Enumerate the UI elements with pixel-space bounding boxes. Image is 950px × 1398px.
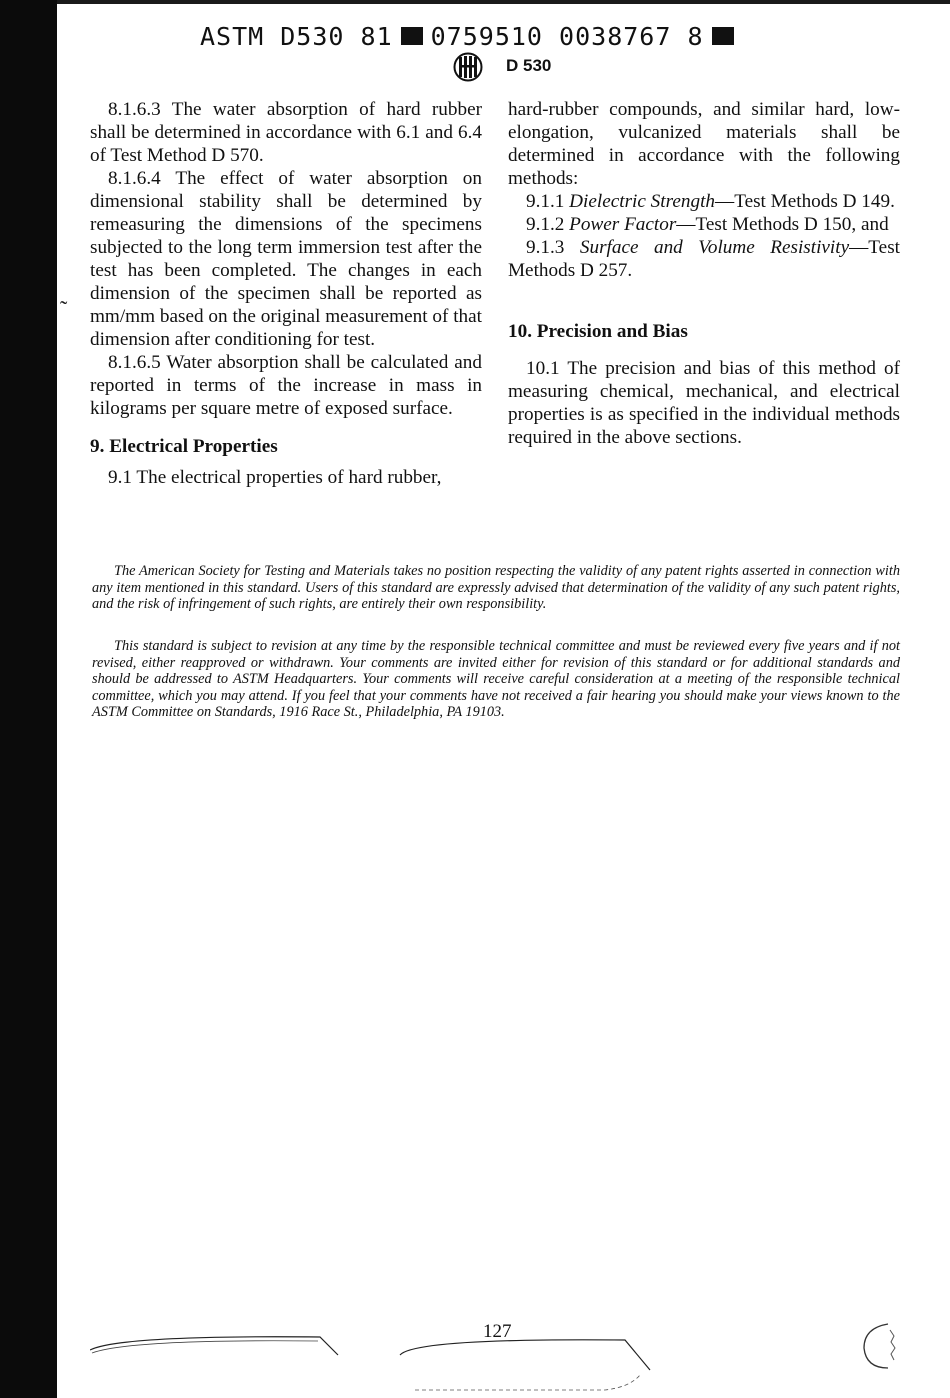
paragraph-9-1-1: [508, 190, 900, 213]
paragraph-8-1-6-4: 8.1.6.4 The effect of water absorption on dimensional stability shall be determined by remeasuring the dimensions of the specimens subjected to the long term immersion test after the test has been completed. The changes in each dimension of the specimen shall be reported as mm/mm based on the original measurement of that dimension after conditioning for test.: [90, 168, 482, 350]
scan-top-edge: [57, 0, 950, 4]
item-number: 9.1.3: [526, 237, 565, 258]
scan-edge-bar: [0, 0, 57, 1398]
revision-notice: This standard is subject to revision at any time by the responsible technical committee and must be reviewed every five years and if not revised, either reapproved or withdrawn. Your comments are invited either for revision of this standard or for additional standards and should be addressed to ASTM Headquarters. Your comments will receive careful consideration at a meeting of the responsible technical committee, which you may attend. If you feel that your comments have not received a fair hearing you should make your views known to the ASTM Committee on Standards, 1916 Race St., Philadelphia, PA 19103.: [92, 638, 900, 720]
header-code-part2: 0759510 0038767 8: [430, 22, 704, 51]
registration-mark-icon: [858, 1320, 902, 1372]
black-block-mark: [712, 27, 734, 45]
scan-curve-mark-left: [90, 1325, 340, 1365]
paragraph-10-1: 10.1 The precision and bias of this method of measuring chemical, mechanical, and electrical properties is as specified in the individual methods required in the above sections.: [508, 358, 900, 448]
patent-notice: The American Society for Testing and Materials takes no position respecting the validity of any patent rights asserted in connection with any item mentioned in this standard. Users of this standard are expressly advised that determination of the validity of any such patent rights, and the risk of infringement of such rights, are entirely their own responsibility.: [92, 563, 900, 612]
item-title: Surface and Volume Resistivity: [579, 237, 850, 258]
item-text: —Test Methods D 150, and: [676, 214, 889, 235]
paragraph-9-1-continued: hard-rubber compounds, and similar hard, low-elongation, vulcanized materials shall be determined in accordance with the following methods:: [508, 99, 900, 189]
item-title: Dielectric Strength: [569, 191, 715, 212]
header-code: [200, 22, 742, 51]
astm-logo-icon: [453, 52, 483, 82]
section-10-heading: 10. Precision and Bias: [508, 321, 688, 342]
right-column: [508, 98, 900, 449]
header-code-part1: ASTM D530 81: [200, 22, 393, 51]
scan-speck-mark: ˜: [60, 296, 68, 321]
section-9-heading: 9. Electrical Properties: [90, 436, 278, 457]
paragraph-9-1-2: [508, 213, 900, 236]
item-number: 9.1.2: [526, 214, 565, 235]
item-text: —Test Methods D 257.: [508, 237, 900, 281]
paragraph-9-1-3: [508, 236, 900, 282]
item-number: 9.1.1: [526, 191, 565, 212]
paragraph-8-1-6-3: 8.1.6.3 The water absorption of hard rubber shall be determined in accordance with 6.1 and 6.4 of Test Method D 570.: [90, 99, 482, 166]
black-block-mark: [401, 27, 423, 45]
left-column: [90, 98, 482, 489]
item-title: Power Factor: [569, 214, 677, 235]
item-text: —Test Methods D 149.: [715, 191, 895, 212]
page-number: 127: [483, 1321, 512, 1342]
standard-designation: D 530: [506, 56, 552, 75]
scan-curve-mark-center: [395, 1335, 655, 1395]
paragraph-9-1: 9.1 The electrical properties of hard rubber,: [108, 467, 442, 488]
paragraph-8-1-6-5: 8.1.6.5 Water absorption shall be calculated and reported in terms of the increase in mass in kilograms per square metre of exposed surface.: [90, 352, 482, 419]
